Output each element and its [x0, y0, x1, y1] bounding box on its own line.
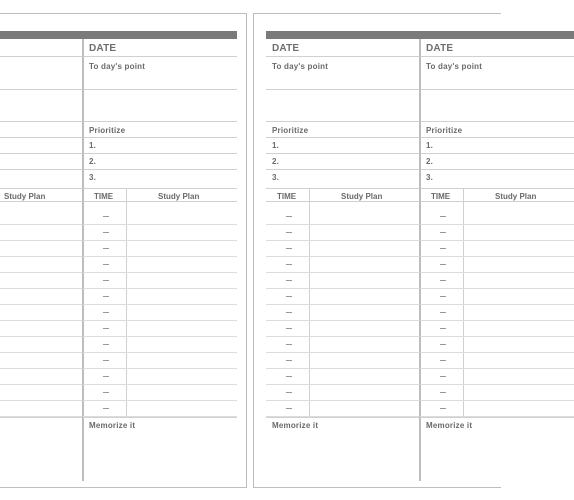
divider-line [420, 201, 574, 202]
time-slot-dash [440, 344, 446, 345]
time-slot-row [420, 273, 574, 289]
divider-line [420, 121, 574, 122]
day-column [83, 31, 237, 481]
time-slot-row [0, 209, 83, 225]
time-slot-dash [103, 376, 109, 377]
divider-line [83, 153, 237, 154]
time-slot-dash [440, 232, 446, 233]
date-label: DATE [426, 43, 454, 54]
time-slot-row [266, 353, 420, 369]
divider-line [83, 169, 237, 170]
time-slot-dash [286, 264, 292, 265]
divider-line [266, 201, 419, 202]
time-slot-row [83, 305, 237, 321]
divider-line [0, 201, 82, 202]
time-slot-row [420, 225, 574, 241]
header-bar [420, 31, 574, 39]
priority-number: 3. [272, 173, 280, 182]
time-slot-row [83, 353, 237, 369]
time-slot-dash [103, 264, 109, 265]
time-grid [83, 189, 237, 417]
time-slot-dash [286, 376, 292, 377]
time-slot-row [420, 289, 574, 305]
memorize-label: Memorize it [89, 421, 136, 430]
time-slot-dash [103, 248, 109, 249]
time-slot-dash [286, 312, 292, 313]
time-slot-dash [103, 216, 109, 217]
day-column [420, 31, 574, 481]
divider-line [0, 121, 82, 122]
time-slot-dash [286, 248, 292, 249]
time-slot-dash [286, 360, 292, 361]
time-slot-row [266, 273, 420, 289]
time-grid [0, 189, 83, 417]
time-slot-dash [103, 360, 109, 361]
time-slot-row [83, 257, 237, 273]
page-content [266, 31, 570, 481]
time-slot-row [0, 401, 83, 417]
priority-number: 2. [426, 157, 434, 166]
header-bar [0, 31, 84, 39]
divider-line [420, 417, 574, 418]
divider-line [420, 89, 574, 90]
time-slot-row [420, 401, 574, 417]
todays-point-label: To day's point [426, 62, 483, 71]
planner-page-right [253, 13, 537, 488]
time-slot-dash [440, 408, 446, 409]
time-slot-row [266, 225, 420, 241]
study-plan-header: Study Plan [4, 192, 46, 201]
memorize-label: Memorize it [426, 421, 473, 430]
divider-line [420, 56, 574, 57]
time-slot-row [266, 369, 420, 385]
date-label: DATE [89, 43, 117, 54]
date-label: DATE [272, 43, 300, 54]
divider-line [420, 169, 574, 170]
time-slot-dash [103, 328, 109, 329]
time-slot-dash [103, 344, 109, 345]
divider-line [83, 201, 237, 202]
time-slot-row [420, 337, 574, 353]
time-slot-row [266, 337, 420, 353]
divider-line [83, 137, 237, 138]
divider-line [266, 56, 419, 57]
divider-line [266, 89, 419, 90]
time-header: TIME [431, 192, 451, 201]
time-slot-row [266, 257, 420, 273]
time-slot-dash [286, 280, 292, 281]
time-slot-dash [440, 264, 446, 265]
divider-line [266, 121, 419, 122]
time-slot-dash [440, 328, 446, 329]
time-slot-row [420, 321, 574, 337]
priority-number: 1. [426, 141, 434, 150]
time-slot-row [83, 273, 237, 289]
time-slot-row [0, 241, 83, 257]
time-slot-dash [103, 280, 109, 281]
time-slot-dash [286, 408, 292, 409]
time-slot-dash [440, 360, 446, 361]
time-slot-dash [286, 216, 292, 217]
time-slot-dash [286, 296, 292, 297]
priority-number: 1. [89, 141, 97, 150]
divider-line [0, 89, 82, 90]
time-slot-dash [286, 328, 292, 329]
time-slot-dash [103, 232, 109, 233]
time-slot-dash [286, 392, 292, 393]
time-slot-row [0, 225, 83, 241]
time-header: TIME [277, 192, 297, 201]
time-slot-dash [440, 216, 446, 217]
memorize-label: Memorize it [272, 421, 319, 430]
priority-number: 3. [426, 173, 434, 182]
time-slot-dash [103, 296, 109, 297]
study-plan-header: Study Plan [341, 192, 383, 201]
divider-line [0, 137, 82, 138]
divider-line [420, 153, 574, 154]
time-slot-row [83, 241, 237, 257]
time-slot-dash [440, 248, 446, 249]
time-slot-row [266, 305, 420, 321]
planner-page-left [0, 13, 247, 488]
time-slot-row [420, 369, 574, 385]
time-slot-dash [440, 296, 446, 297]
time-slot-row [83, 225, 237, 241]
day-column [266, 31, 420, 481]
priority-number: 1. [272, 141, 280, 150]
page-content [0, 31, 233, 481]
time-slot-row [83, 337, 237, 353]
time-slot-row [420, 385, 574, 401]
time-slot-dash [103, 312, 109, 313]
divider-line [266, 153, 419, 154]
time-slot-row [83, 385, 237, 401]
time-slot-row [83, 209, 237, 225]
time-slot-row [0, 273, 83, 289]
time-slot-row [420, 209, 574, 225]
time-slot-dash [440, 376, 446, 377]
todays-point-label: To day's point [89, 62, 146, 71]
time-slot-row [83, 369, 237, 385]
time-slot-dash [440, 312, 446, 313]
header-bar [266, 31, 421, 39]
divider-line [83, 89, 237, 90]
divider-line [0, 417, 82, 418]
divider-line [266, 169, 419, 170]
time-slot-row [0, 353, 83, 369]
priority-number: 2. [272, 157, 280, 166]
time-slot-row [266, 401, 420, 417]
divider-line [420, 137, 574, 138]
time-slot-row [83, 321, 237, 337]
divider-line [266, 137, 419, 138]
prioritize-label: Prioritize [89, 126, 126, 135]
time-slot-row [83, 401, 237, 417]
divider-line [0, 169, 82, 170]
time-slot-row [0, 305, 83, 321]
divider-line [0, 56, 82, 57]
time-slot-row [420, 257, 574, 273]
day-column [0, 31, 83, 481]
time-slot-row [0, 321, 83, 337]
header-bar [83, 31, 237, 39]
time-grid [420, 189, 574, 417]
time-slot-row [0, 337, 83, 353]
time-slot-row [0, 385, 83, 401]
time-slot-dash [103, 408, 109, 409]
time-slot-dash [440, 280, 446, 281]
time-slot-row [266, 289, 420, 305]
time-slot-row [420, 305, 574, 321]
priority-number: 2. [89, 157, 97, 166]
prioritize-label: Prioritize [272, 126, 309, 135]
time-slot-row [420, 241, 574, 257]
time-slot-row [266, 385, 420, 401]
time-slot-dash [103, 392, 109, 393]
time-slot-dash [286, 232, 292, 233]
time-slot-dash [440, 392, 446, 393]
divider-line [266, 417, 419, 418]
time-slot-row [0, 257, 83, 273]
divider-line [83, 56, 237, 57]
time-slot-row [266, 321, 420, 337]
time-slot-row [266, 241, 420, 257]
time-header: TIME [94, 192, 114, 201]
time-grid [266, 189, 420, 417]
divider-line [0, 153, 82, 154]
time-slot-row [266, 209, 420, 225]
study-plan-header: Study Plan [158, 192, 200, 201]
divider-line [83, 121, 237, 122]
study-plan-header: Study Plan [495, 192, 537, 201]
time-slot-row [420, 353, 574, 369]
time-slot-row [0, 289, 83, 305]
time-slot-dash [286, 344, 292, 345]
time-slot-row [83, 289, 237, 305]
priority-number: 3. [89, 173, 97, 182]
prioritize-label: Prioritize [426, 126, 463, 135]
todays-point-label: To day's point [272, 62, 329, 71]
divider-line [83, 417, 237, 418]
time-slot-row [0, 369, 83, 385]
